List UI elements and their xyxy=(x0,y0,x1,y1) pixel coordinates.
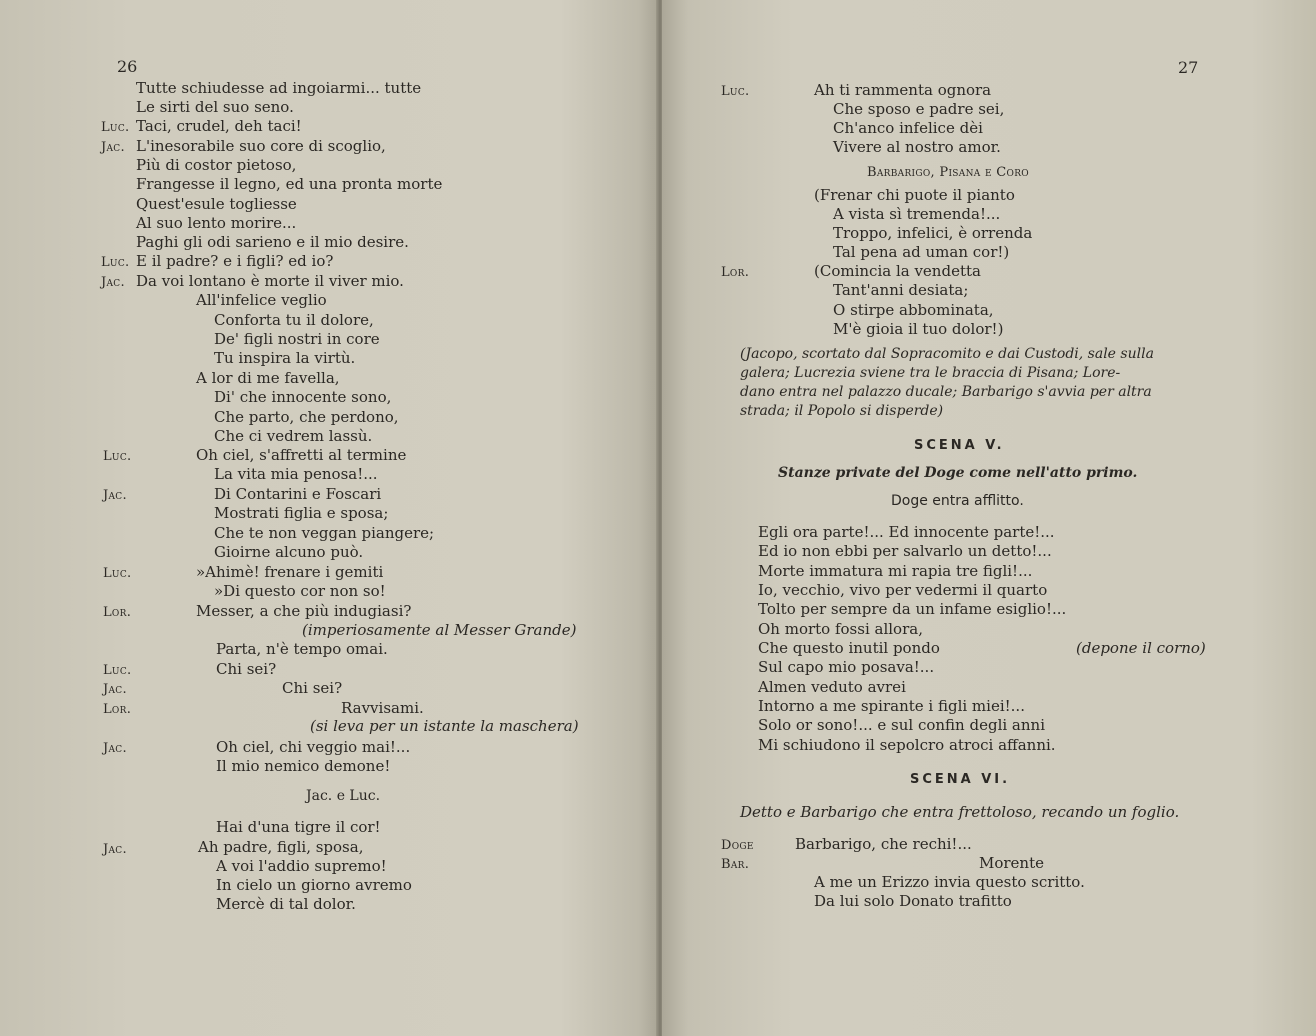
right-page xyxy=(662,0,1316,1036)
verse-line: Al suo lento morire... xyxy=(136,214,297,232)
verse-line: (Frenar chi puote il pianto xyxy=(814,186,1015,204)
verse-line: L'inesorabile suo core di scoglio, xyxy=(136,137,386,155)
speaker-label: Jac. xyxy=(103,488,127,503)
stage-direction: (Jacopo, scortato dal Sopracomito e dai Custodi, sale sulla xyxy=(740,346,1154,362)
verse-line: Ah ti rammenta ognora xyxy=(814,81,992,99)
verse-line: O stirpe abbominata, xyxy=(833,301,994,319)
speaker-label: Jac. xyxy=(101,275,125,290)
verse-line: Da voi lontano è morte il viver mio. xyxy=(136,272,404,290)
verse-line: Da lui solo Donato trafitto xyxy=(814,892,1012,910)
verse-line: Tant'anni desiata; xyxy=(833,281,969,299)
speaker-label: Luc. xyxy=(103,663,132,678)
singers-heading: Barbarigo, Pisana e Coro xyxy=(867,165,1029,180)
verse-line: Quest'esule togliesse xyxy=(136,195,297,213)
speaker-label: Lor. xyxy=(721,265,750,280)
verse-line: Che questo inutil pondo xyxy=(758,639,940,657)
stage-direction: (si leva per un istante la maschera) xyxy=(310,717,579,735)
verse-line: E il padre? e i figli? ed io? xyxy=(136,252,334,270)
verse-line: Ch'anco infelice dèi xyxy=(833,119,983,137)
verse-line: Oh ciel, s'affretti al termine xyxy=(196,446,407,464)
verse-line: Mercè di tal dolor. xyxy=(216,895,356,913)
verse-line: Messer, a che più indugiasi? xyxy=(196,602,412,620)
verse-line: Tu inspira la virtù. xyxy=(214,349,356,367)
scene-heading: SCENA VI. xyxy=(910,772,1011,787)
verse-line: Più di costor pietoso, xyxy=(136,156,297,174)
singers-heading: Jac. e Luc. xyxy=(306,788,381,804)
verse-line: Egli ora parte!... Ed innocente parte!... xyxy=(758,523,1055,541)
verse-line: Che ci vedrem lassù. xyxy=(214,427,373,445)
speaker-label: Luc. xyxy=(721,84,750,99)
verse-line: Parta, n'è tempo omai. xyxy=(216,640,388,658)
verse-line: Vivere al nostro amor. xyxy=(833,138,1001,156)
verse-line: Il mio nemico demone! xyxy=(216,757,391,775)
speaker-label: Lor. xyxy=(103,605,132,620)
page-number: 26 xyxy=(117,57,138,76)
verse-line: Di Contarini e Foscari xyxy=(214,485,382,503)
page-number: 27 xyxy=(1178,58,1199,77)
scene-setting: Stanze private del Doge come nell'atto primo. xyxy=(778,465,1138,481)
verse-line: A me un Erizzo invia questo scritto. xyxy=(814,873,1085,891)
verse-line: Di' che innocente sono, xyxy=(214,388,392,406)
speaker-label: Luc. xyxy=(103,449,132,464)
verse-line: Mostrati figlia e sposa; xyxy=(214,504,389,522)
verse-line: Almen veduto avrei xyxy=(758,678,906,696)
verse-line: La vita mia penosa!... xyxy=(214,465,378,483)
verse-line: Ed io non ebbi per salvarlo un detto!... xyxy=(758,542,1052,560)
verse-line: Gioirne alcuno può. xyxy=(214,543,364,561)
stage-direction: dano entra nel palazzo ducale; Barbarigo s'avvia per altra xyxy=(740,384,1152,400)
speaker-label: Luc. xyxy=(101,255,130,270)
verse-line: Oh morto fossi allora, xyxy=(758,620,923,638)
verse-line: Hai d'una tigre il cor! xyxy=(216,818,381,836)
verse-line: A voi l'addio supremo! xyxy=(216,857,387,875)
stage-direction: (depone il corno) xyxy=(1076,639,1206,657)
verse-line: De' figli nostri in core xyxy=(214,330,380,348)
speaker-label: Lor. xyxy=(103,702,132,717)
speaker-label: Bar. xyxy=(721,857,750,872)
verse-line: Frangesse il legno, ed una pronta morte xyxy=(136,175,443,193)
verse-line: Intorno a me spirante i figli miei!... xyxy=(758,697,1025,715)
speaker-label: Jac. xyxy=(103,741,127,756)
speaker-label: Jac. xyxy=(103,842,127,857)
stage-direction: Doge entra afflitto. xyxy=(891,493,1024,509)
verse-line: Le sirti del suo seno. xyxy=(136,98,294,116)
scene-heading: SCENA V. xyxy=(914,438,1005,453)
stage-direction: (imperiosamente al Messer Grande) xyxy=(302,621,577,639)
speaker-label: Luc. xyxy=(101,120,130,135)
verse-line: M'è gioia il tuo dolor!) xyxy=(833,320,1004,338)
verse-line: Oh ciel, chi veggio mai!... xyxy=(216,738,411,756)
verse-line: Che te non veggan piangere; xyxy=(214,524,435,542)
speaker-label: Luc. xyxy=(103,566,132,581)
verse-line: Tolto per sempre da un infame esiglio!... xyxy=(758,600,1067,618)
verse-line: All'infelice veglio xyxy=(196,291,327,309)
stage-direction: strada; il Popolo si disperde) xyxy=(740,403,944,419)
speaker-label: Jac. xyxy=(101,140,125,155)
verse-line: Taci, crudel, deh taci! xyxy=(136,117,302,135)
verse-line: Morente xyxy=(979,854,1045,872)
verse-line: Morte immatura mi rapia tre figli!... xyxy=(758,562,1033,580)
verse-line: Che parto, che perdono, xyxy=(214,408,399,426)
verse-line: A lor di me favella, xyxy=(196,369,340,387)
verse-line: (Comincia la vendetta xyxy=(814,262,981,280)
verse-line: Ravvisami. xyxy=(341,699,424,717)
verse-line: Io, vecchio, vivo per vedermi il quarto xyxy=(758,581,1048,599)
speaker-label: Doge xyxy=(721,838,754,853)
verse-line: »Ahimè! frenare i gemiti xyxy=(196,563,384,581)
verse-line: Che sposo e padre sei, xyxy=(833,100,1005,118)
verse-line: A vista sì tremenda!... xyxy=(833,205,1001,223)
verse-line: Mi schiudono il sepolcro atroci affanni. xyxy=(758,736,1056,754)
verse-line: »Di questo cor non so! xyxy=(214,582,386,600)
verse-line: Chi sei? xyxy=(282,679,343,697)
speaker-label: Jac. xyxy=(103,682,127,697)
verse-line: Sul capo mio posava!... xyxy=(758,658,935,676)
verse-line: Ah padre, figli, sposa, xyxy=(198,838,364,856)
verse-line: Solo or sono!... e sul confin degli anni xyxy=(758,716,1045,734)
verse-line: In cielo un giorno avremo xyxy=(216,876,412,894)
verse-line: Tutte schiudesse ad ingoiarmi... tutte xyxy=(136,79,422,97)
verse-line: Barbarigo, che rechi!... xyxy=(795,835,972,853)
verse-line: Tal pena ad uman cor!) xyxy=(833,243,1010,261)
verse-line: Conforta tu il dolore, xyxy=(214,311,374,329)
verse-line: Chi sei? xyxy=(216,660,277,678)
verse-line: Paghi gli odi sarieno e il mio desire. xyxy=(136,233,409,251)
verse-line: Troppo, infelici, è orrenda xyxy=(833,224,1033,242)
stage-direction: Detto e Barbarigo che entra frettoloso, recando un foglio. xyxy=(740,803,1180,821)
stage-direction: galera; Lucrezia sviene tra le braccia di Pisana; Lore- xyxy=(740,365,1121,381)
